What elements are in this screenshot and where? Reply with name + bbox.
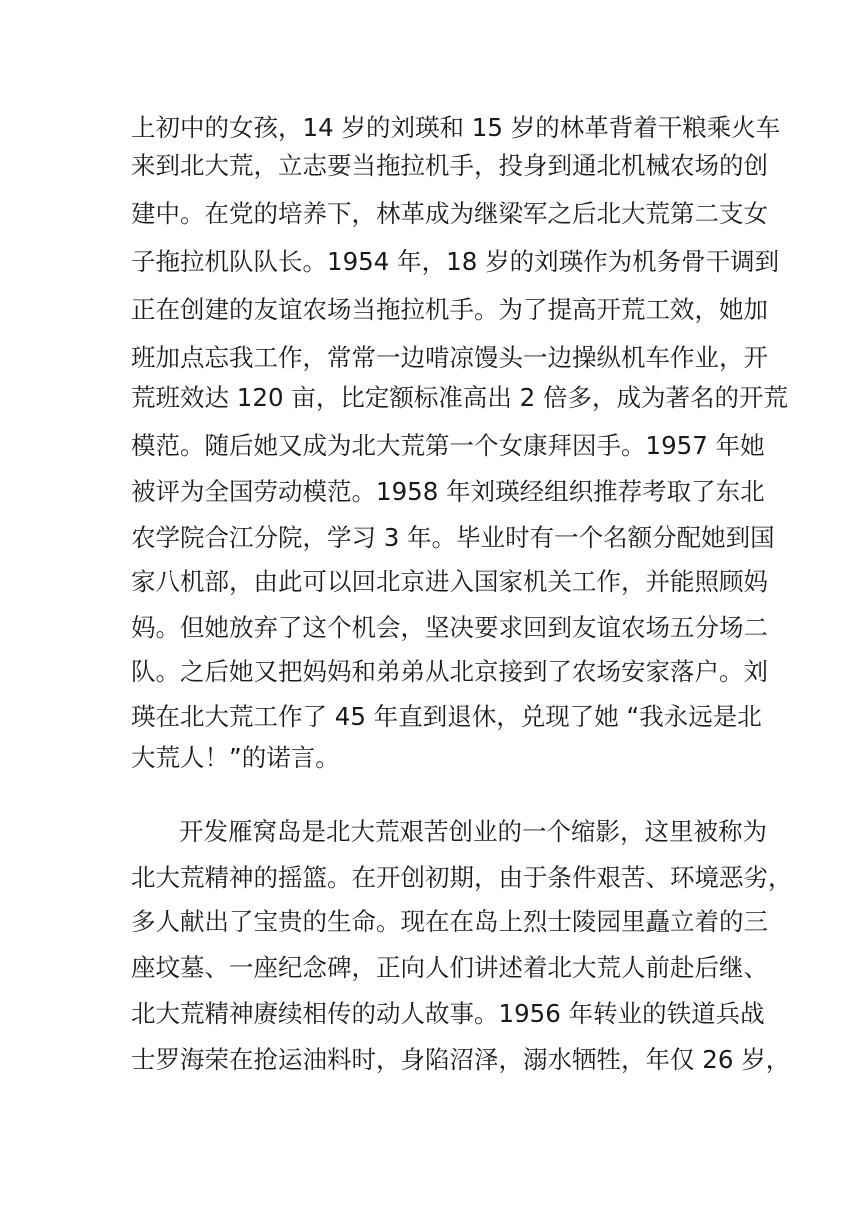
paragraph-line: 队。之后她又把妈妈和弟弟从北京接到了农场安家落户。刘 <box>131 657 768 686</box>
paragraph-line: 被评为全国劳动模范。1958 年刘瑛经组织推荐考取了东北 <box>131 477 765 506</box>
paragraph-line: 模范。随后她又成为北大荒第一个女康拜因手。1957 年她 <box>131 431 765 460</box>
paragraph-line: 开发雁窝岛是北大荒艰苦创业的一个缩影，这里被称为 <box>179 817 767 846</box>
paragraph-line: 大荒人！”的诺言。 <box>131 743 340 772</box>
paragraph-line: 上初中的女孩，14 岁的刘瑛和 15 岁的林革背着干粮乘火车 <box>131 113 781 142</box>
paragraph-line: 农学院合江分院，学习 3 年。毕业时有一个名额分配她到国 <box>131 523 775 552</box>
paragraph-line: 家八机部，由此可以回北京进入国家机关工作，并能照顾妈 <box>131 567 768 596</box>
paragraph-line: 士罗海荣在抢运油料时，身陷沼泽，溺水牺牲，年仅 26 岁， <box>131 1045 791 1074</box>
paragraph-line: 建中。在党的培养下，林革成为继梁军之后北大荒第二支女 <box>131 199 768 228</box>
paragraph-line: 子拖拉机队队长。1954 年，18 岁的刘瑛作为机务骨干调到 <box>131 247 780 276</box>
paragraph-line: 多人献出了宝贵的生命。现在在岛上烈士陵园里矗立着的三 <box>131 907 768 936</box>
paragraph-line: 班加点忘我工作，常常一边啃凉馒头一边操纵机车作业，开 <box>131 343 768 372</box>
paragraph-line: 北大荒精神的摇篮。在开创初期，由于条件艰苦、环境恶劣， <box>131 863 793 892</box>
paragraph-line: 妈。但她放弃了这个机会，坚决要求回到友谊农场五分场二 <box>131 613 768 642</box>
paragraph-line: 瑛在北大荒工作了 45 年直到退休，兑现了她 “我永远是北 <box>131 702 762 731</box>
paragraph-line: 来到北大荒，立志要当拖拉机手，投身到通北机械农场的创 <box>131 151 768 180</box>
paragraph-line: 荒班效达 120 亩，比定额标准高出 2 倍多，成为著名的开荒 <box>131 383 788 412</box>
paragraph-line: 北大荒精神赓续相传的动人故事。1956 年转业的铁道兵战 <box>131 999 765 1028</box>
paragraph-line: 正在创建的友谊农场当拖拉机手。为了提高开荒工效，她加 <box>131 295 768 324</box>
paragraph-line: 座坟墓、一座纪念碑，正向人们讲述着北大荒人前赴后继、 <box>131 953 768 982</box>
